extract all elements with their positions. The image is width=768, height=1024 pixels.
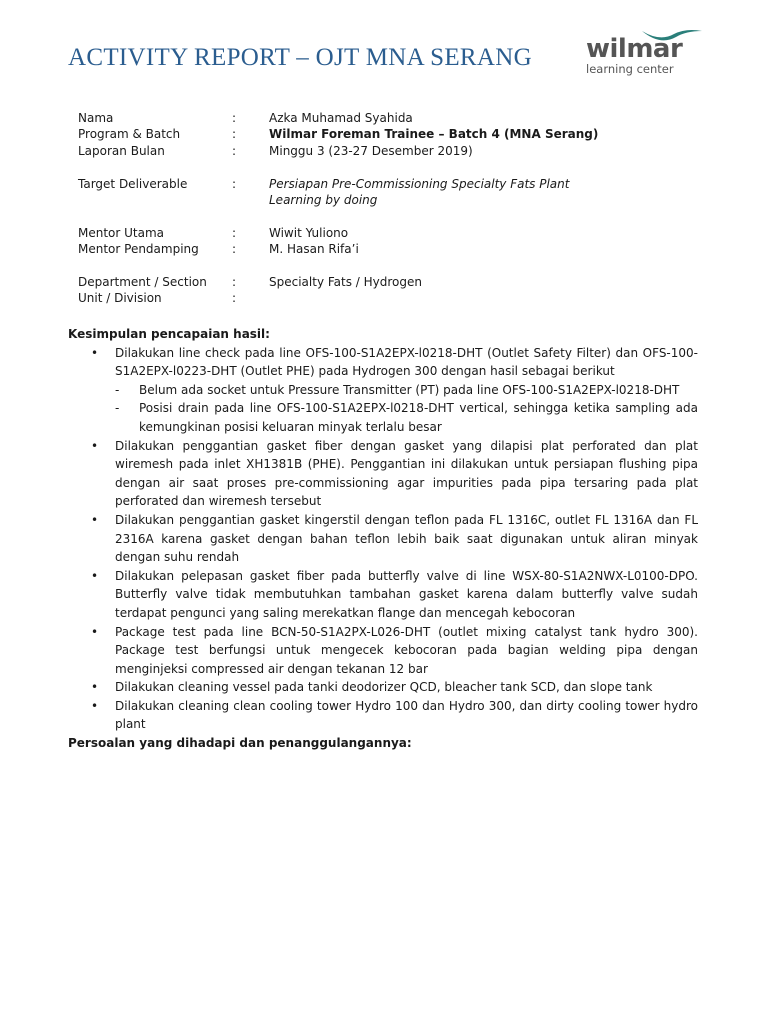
- section-heading-kesimpulan: Kesimpulan pencapaian hasil:: [68, 327, 270, 341]
- list-item: • Dilakukan cleaning clean cooling tower Hydro 100 dan Hydro 300, dan dirty cooling tower hydro plant: [115, 697, 698, 734]
- info-separator: :: [232, 143, 237, 158]
- info-row-target: [78, 176, 718, 192]
- list-item: • Dilakukan pelepasan gasket fiber pada butterfly valve di line WSX-80-S1A2NWX-L0100-DPO. Butterfly valve tidak membutuhkan tambahan gasket karena dalam butterfly valve sudah terdapat pengunci yang saling merekatkan flange dan mencegah kebocoran: [115, 567, 698, 623]
- info-separator: :: [232, 291, 237, 306]
- info-label: Department / Section: [78, 275, 207, 290]
- info-row-unit: [78, 290, 718, 306]
- section-heading-persoalan: Persoalan yang dihadapi dan penanggulangannya:: [68, 736, 412, 751]
- sub-list-item: - Posisi drain pada line OFS-100-S1A2EPX-l0218-DHT vertical, sehingga ketika sampling ada kemungkinan posisi keluaran minyak terlalu besar: [139, 399, 698, 436]
- info-row-program: [78, 126, 718, 142]
- info-value: Learning by doing: [269, 193, 378, 208]
- info-row-nama: [78, 110, 718, 126]
- sub-list-item: - Belum ada socket untuk Pressure Transmitter (PT) pada line OFS-100-S1A2EPX-l0218-DHT: [139, 381, 698, 400]
- logo-subtitle: learning center: [586, 62, 674, 76]
- report-body: [68, 325, 698, 753]
- list-item: • Package test pada line BCN-50-S1A2PX-L026-DHT (outlet mixing catalyst tank hydro 300). Package test berfungsi untuk mengecek kebocoran pada bagian welding pipa dengan menginjeksi compressed air dengan tekanan 12 bar: [115, 623, 698, 679]
- report-info-table: [78, 110, 718, 307]
- info-separator: :: [232, 225, 237, 240]
- info-separator: :: [232, 111, 237, 125]
- info-separator: :: [232, 127, 237, 142]
- report-title: ACTIVITY REPORT – OJT MNA SERANG: [68, 44, 532, 71]
- info-label: Unit / Division: [78, 291, 162, 306]
- list-item: • Dilakukan cleaning vessel pada tanki deodorizer QCD, bleacher tank SCD, dan slope tank: [115, 678, 698, 697]
- logo-wordmark: wilmar: [586, 34, 683, 64]
- info-label: Program & Batch: [78, 127, 181, 142]
- info-row-mentor-utama: [78, 225, 718, 241]
- info-row-laporan: [78, 143, 718, 159]
- info-label: Laporan Bulan: [78, 143, 165, 158]
- list-item: • Dilakukan penggantian gasket fiber dengan gasket yang dilapisi plat perforated dan plat wiremesh pada inlet XH1381B (PHE). Penggantian ini dilakukan untuk persiapan flushing pipa dengan air saat proses pre-commissioning agar impurities pada pipa tersaring pada plat perforated dan wiremesh tersebut: [115, 437, 698, 511]
- info-value: Persiapan Pre-Commissioning Specialty Fats Plant: [269, 176, 570, 191]
- info-row-department: [78, 274, 718, 290]
- info-label: Target Deliverable: [78, 176, 188, 191]
- info-value: Wiwit Yuliono: [269, 225, 349, 240]
- info-value: Specialty Fats / Hydrogen: [269, 275, 422, 290]
- info-label: Mentor Utama: [78, 225, 165, 240]
- info-row-mentor-pendamping: [78, 241, 718, 257]
- info-row-target-2: [78, 192, 718, 208]
- info-separator: :: [232, 242, 237, 257]
- kesimpulan-list: [68, 344, 698, 734]
- info-value: Azka Muhamad Syahida: [269, 111, 413, 125]
- list-item: • Dilakukan penggantian gasket kingerstil dengan teflon pada FL 1316C, outlet FL 1316A dan FL 2316A karena gasket dengan bahan teflon lebih baik saat digunakan untuk aliran minyak dengan suhu rendah: [115, 511, 698, 567]
- info-label: Nama: [78, 111, 114, 125]
- wilmar-logo: [584, 28, 704, 84]
- info-separator: :: [232, 176, 237, 191]
- info-value: Wilmar Foreman Trainee – Batch 4 (MNA Serang): [269, 127, 599, 142]
- info-value: [269, 290, 718, 306]
- sub-list: [115, 381, 698, 437]
- info-label: Mentor Pendamping: [78, 242, 199, 257]
- info-separator: :: [232, 275, 237, 290]
- list-item-text: Dilakukan line check pada line OFS-100-S1A2EPX-l0218-DHT (Outlet Safety Filter) dan OFS-100-S1A2EPX-l0223-DHT (Outlet PHE) pada Hydrogen 300 dengan hasil sebagai berikut: [115, 345, 698, 379]
- info-value: M. Hasan Rifa’i: [269, 242, 359, 257]
- info-value: Minggu 3 (23-27 Desember 2019): [269, 143, 473, 158]
- list-item: [115, 344, 698, 437]
